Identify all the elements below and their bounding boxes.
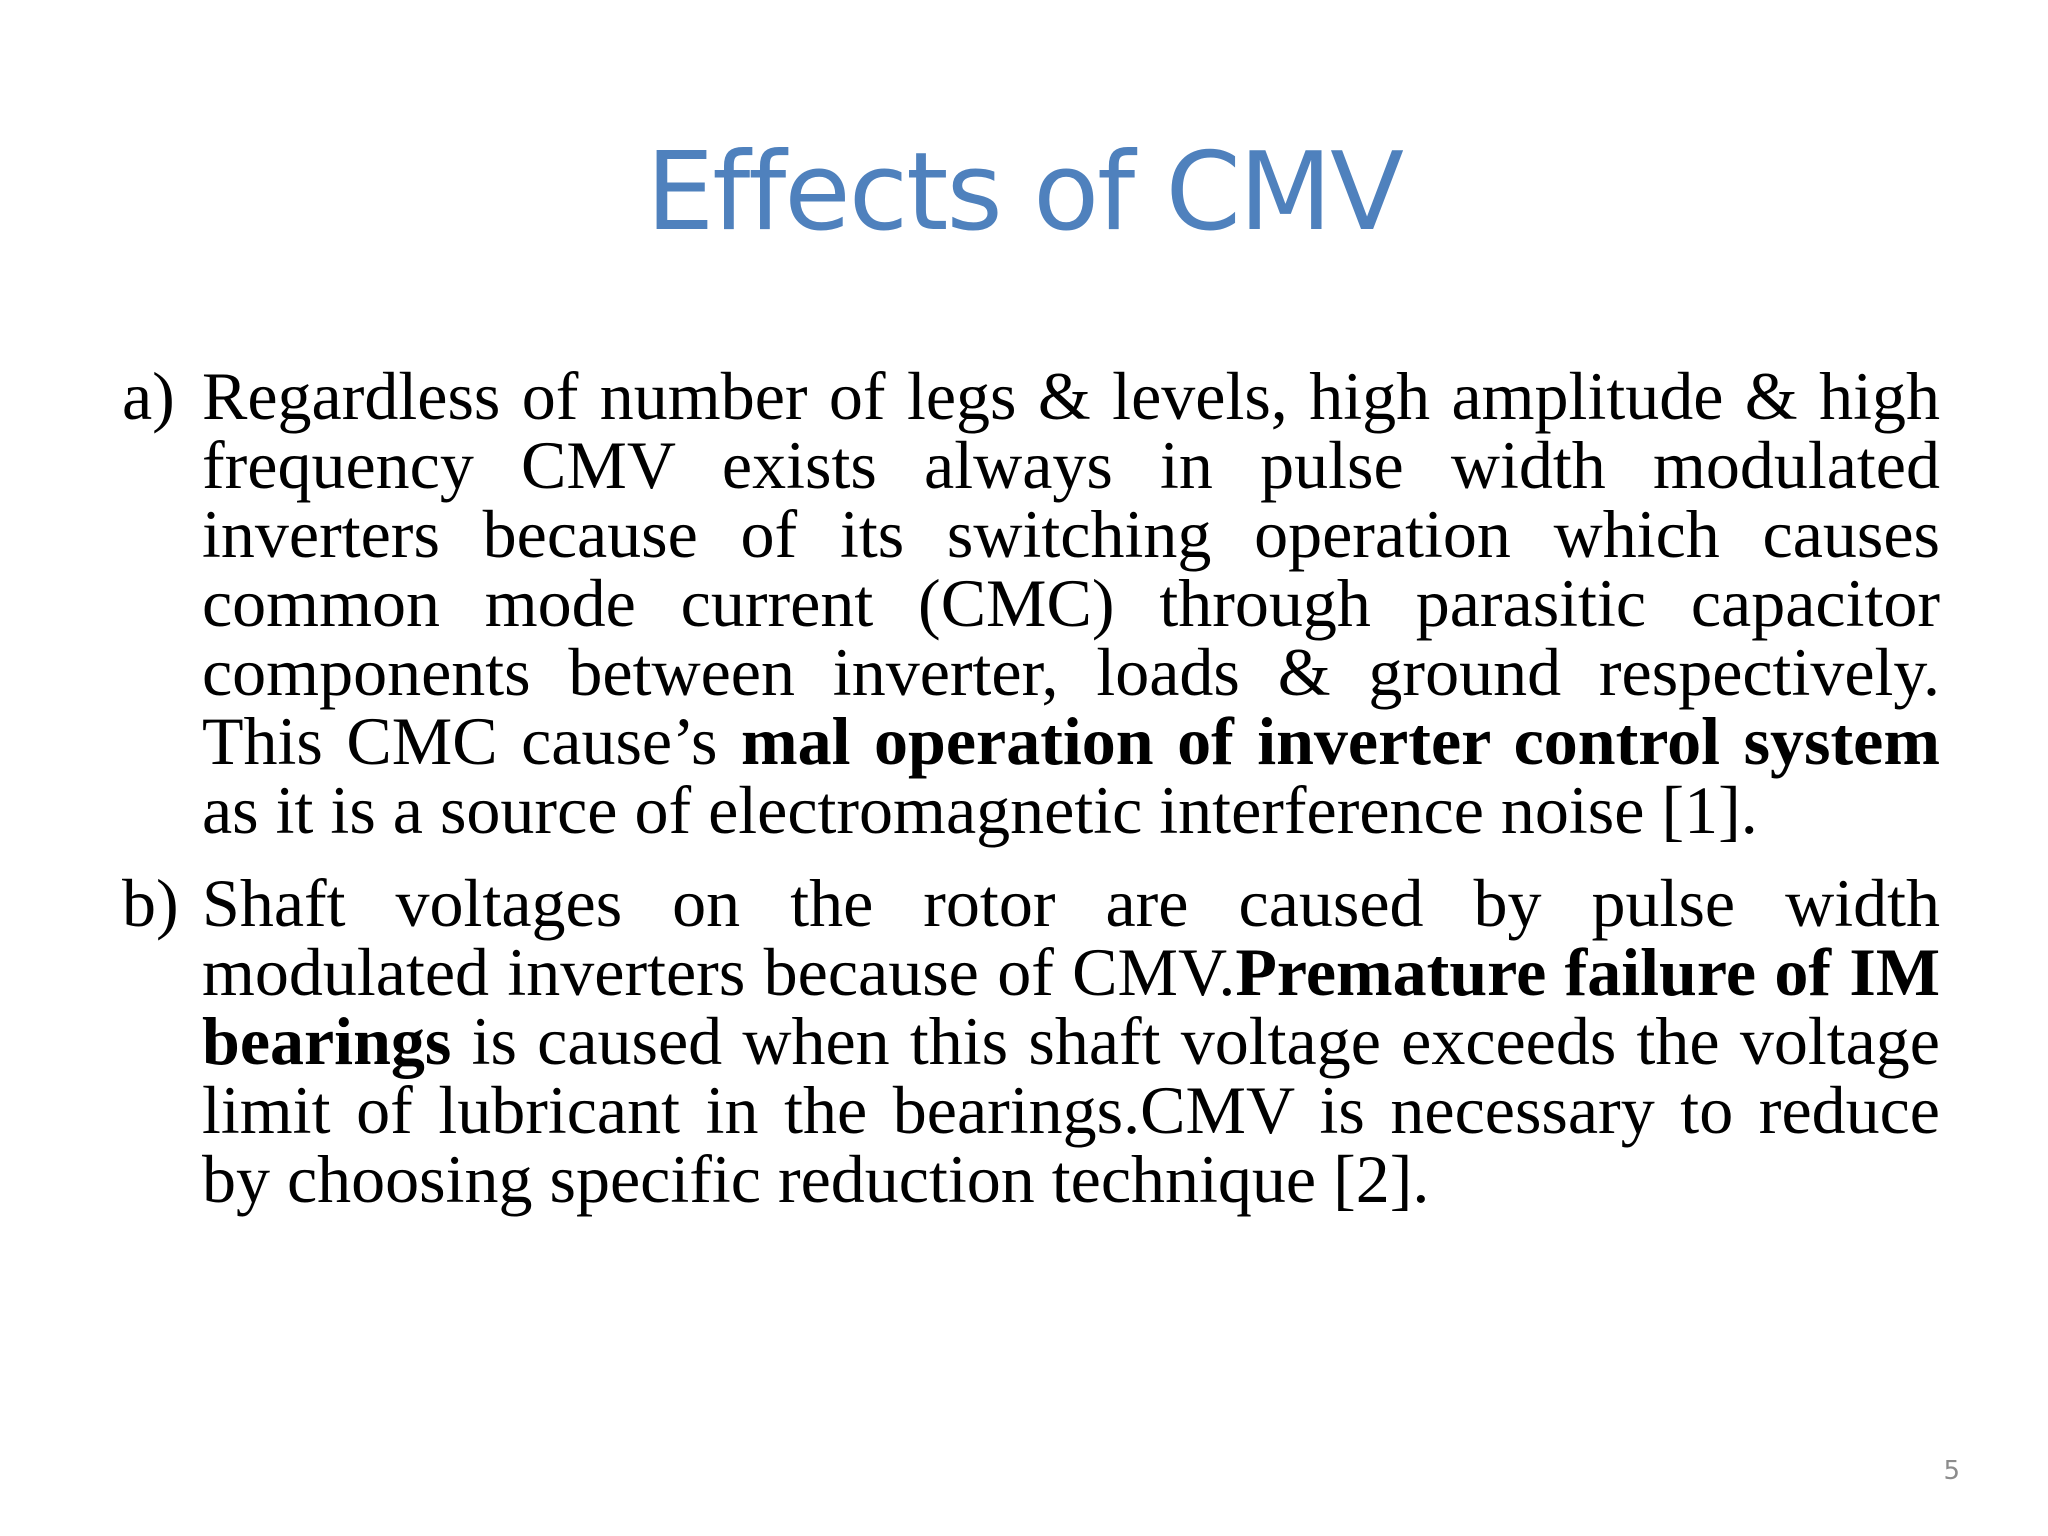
list-item-b — [122, 865, 1941, 1217]
item-text-segment: as it is a source of electromagnetic interference noise [1]. — [202, 772, 1758, 848]
item-text — [202, 358, 1940, 848]
item-text-segment: Shaft voltages on the rotor are caused by pulse width modulated inverters because of CMV. — [202, 865, 1940, 1010]
page-number: 5 — [1943, 1456, 1960, 1486]
slide-title: Effects of CMV — [646, 130, 1402, 255]
item-marker: b) — [122, 865, 179, 941]
item-text — [202, 865, 1941, 1217]
slide-content — [122, 358, 1941, 1217]
item-marker: a) — [122, 358, 175, 434]
item-text-segment: Regardless of number of legs & levels, high amplitude & high frequency CMV exists always in pulse width modulated inverters because of its switching operation which causes common mode current (CMC) through parasitic capacitor components between inverter, loads & ground respectively. This CMC cause’s — [202, 358, 1940, 779]
item-text-bold-segment: mal operation of inverter control system — [740, 703, 1940, 779]
list-item-a — [122, 358, 1940, 848]
item-text-segment: is caused when this shaft voltage exceeds the voltage limit of lubricant in the bearings.CMV is necessary to reduce by choosing specific reduction technique [2]. — [202, 1003, 1940, 1217]
item-text-bold-segment: Premature failure of IM bearings — [202, 934, 1941, 1079]
